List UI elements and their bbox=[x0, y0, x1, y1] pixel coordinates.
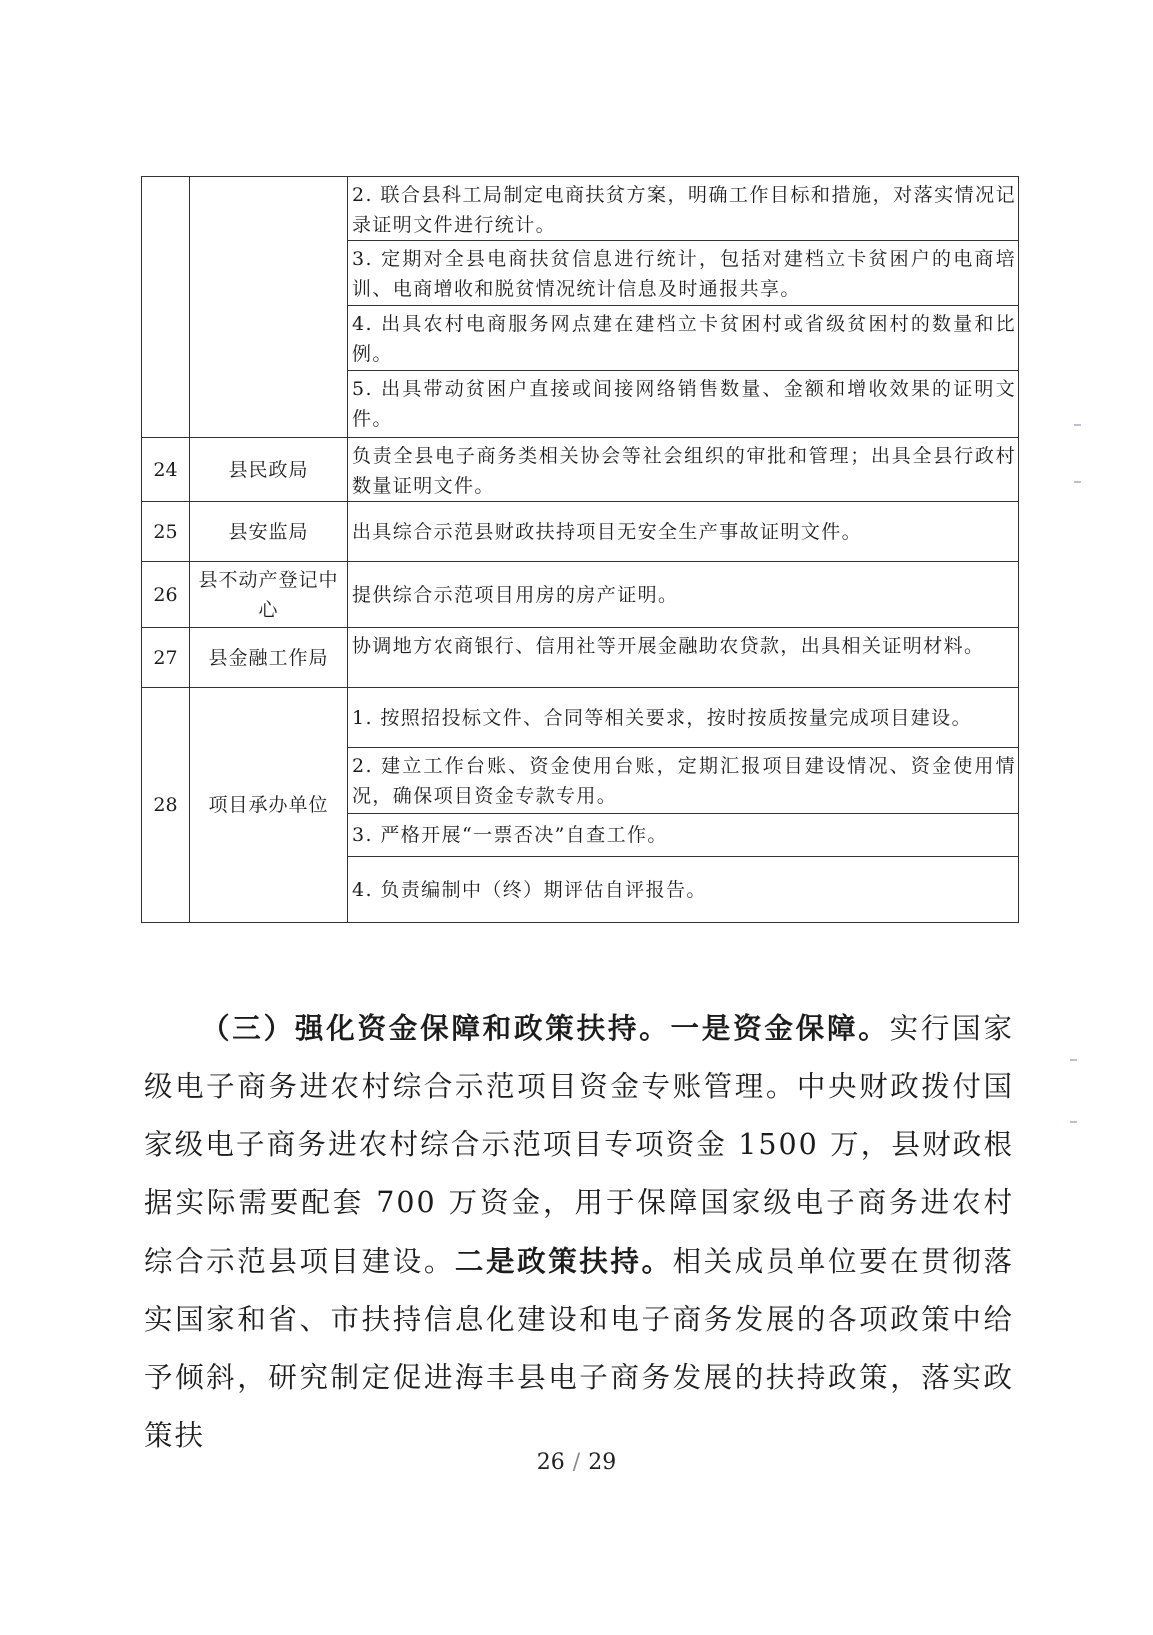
duty-text: 协调地方农商银行、信用社等开展金融助农贷款，出具相关证明材料。 bbox=[348, 628, 1019, 688]
page-footer bbox=[0, 1450, 1153, 1475]
row-number: 25 bbox=[142, 502, 190, 562]
scan-mark bbox=[1074, 424, 1081, 426]
unit-name: 县安监局 bbox=[190, 502, 348, 562]
body-paragraph bbox=[144, 999, 1014, 1465]
table-row bbox=[142, 628, 1019, 688]
unit-name: 项目承办单位 bbox=[190, 688, 348, 923]
table-row bbox=[142, 688, 1019, 748]
policy-text: 相关成员单位要在贯彻落实国家和省、市扶持信息化建设和电子商务发展的各项政策中给予倾斜，研究制定促进海丰县电子商务发展的扶持政策，落实政策扶 bbox=[144, 1245, 1014, 1452]
page-total: 29 bbox=[588, 1450, 617, 1475]
row-number: 26 bbox=[142, 562, 190, 628]
duty-table bbox=[141, 176, 1019, 923]
page-separator: / bbox=[572, 1450, 581, 1475]
duty-text: 5. 出具带动贫困户直接或间接网络销售数量、金额和增收效果的证明文件。 bbox=[348, 371, 1019, 438]
unit-name: 县民政局 bbox=[190, 438, 348, 502]
row-number bbox=[142, 177, 190, 438]
unit-name bbox=[190, 177, 348, 438]
lead-funding: 一是资金保障。 bbox=[670, 1011, 890, 1045]
duty-text: 3. 定期对全县电商扶贫信息进行统计，包括对建档立卡贫困户的电商培训、电商增收和脱贫情况统计信息及时通报共享。 bbox=[348, 241, 1019, 306]
duty-text: 4. 负责编制中（终）期评估自评报告。 bbox=[348, 857, 1019, 923]
row-number: 27 bbox=[142, 628, 190, 688]
row-number: 24 bbox=[142, 438, 190, 502]
duty-text: 1. 按照招投标文件、合同等相关要求，按时按质按量完成项目建设。 bbox=[348, 688, 1019, 748]
page-number: 26 bbox=[536, 1450, 565, 1475]
lead-policy: 二是政策扶持。 bbox=[454, 1244, 673, 1278]
scan-mark bbox=[1074, 481, 1081, 483]
duty-text: 4. 出具农村电商服务网点建在建档立卡贫困村或省级贫困村的数量和比例。 bbox=[348, 306, 1019, 371]
row-number: 28 bbox=[142, 688, 190, 923]
section-heading: （三）强化资金保障和政策扶持。 bbox=[201, 1011, 671, 1045]
table-row bbox=[142, 562, 1019, 628]
duty-text: 负责全县电子商务类相关协会等社会组织的审批和管理；出具全县行政村数量证明文件。 bbox=[348, 438, 1019, 502]
table-row bbox=[142, 177, 1019, 241]
duty-text: 3. 严格开展“一票否决”自查工作。 bbox=[348, 814, 1019, 857]
unit-name: 县金融工作局 bbox=[190, 628, 348, 688]
duty-text: 出具综合示范县财政扶持项目无安全生产事故证明文件。 bbox=[348, 502, 1019, 562]
duty-text: 2. 建立工作台账、资金使用台账，定期汇报项目建设情况、资金使用情况，确保项目资金专款专用。 bbox=[348, 748, 1019, 814]
unit-name: 县不动产登记中心 bbox=[190, 562, 348, 628]
scan-mark bbox=[1070, 1059, 1077, 1061]
duty-text: 2. 联合县科工局制定电商扶贫方案，明确工作目标和措施，对落实情况记录证明文件进行统计。 bbox=[348, 177, 1019, 241]
table-row bbox=[142, 438, 1019, 502]
scan-mark bbox=[1070, 1121, 1077, 1123]
table-row bbox=[142, 502, 1019, 562]
funding-text: 实行国家级电子商务进农村综合示范项目资金专账管理。中央财政拨付国家级电子商务进农村综合示范项目专项资金 1500 万，县财政根据实际需要配套 700 万资金，用于保障国家级电子商务进农村综合示范县项目建设。 bbox=[144, 1012, 1014, 1278]
duty-text: 提供综合示范项目用房的房产证明。 bbox=[348, 562, 1019, 628]
